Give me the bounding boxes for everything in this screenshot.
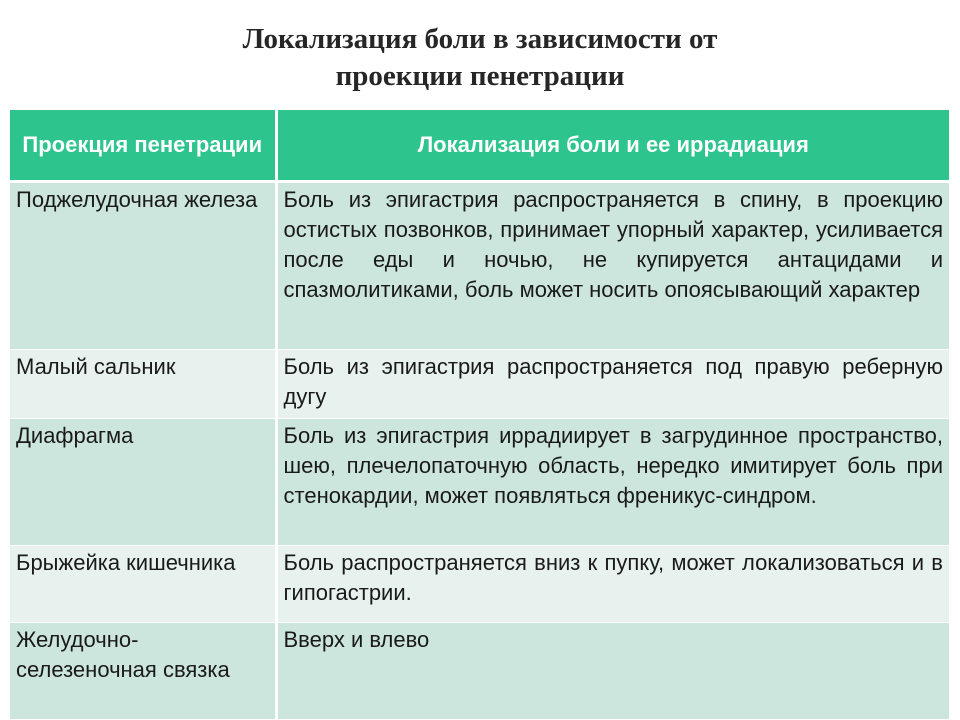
row-localization: Боль из эпигастрия распространяется в спину, в проекцию остистых позвонков, принимает упорный характер, усиливается после еды и ночью, не купируется антацидами и спазмолитиками, боль может носить опоясывающий характер [276, 182, 949, 350]
table-row [10, 623, 949, 720]
header-localization: Локализация боли и ее иррадиация [276, 110, 949, 182]
row-localization: Боль из эпигастрия иррадиирует в загрудинное пространство, шею, плечелопаточную область, нередко имитирует боль при стенокардии, может появляться френикус-синдром. [276, 419, 949, 546]
row-localization: Боль распространяется вниз к пупку, может локализоваться и в гипогастрии. [276, 546, 949, 623]
row-localization: Вверх и влево [276, 623, 949, 720]
row-projection: Диафрагма [10, 419, 276, 546]
table-row [10, 419, 949, 546]
table-row [10, 546, 949, 623]
row-projection: Поджелудочная железа [10, 182, 276, 350]
table-header-row [10, 110, 949, 182]
header-projection: Проекция пенетрации [10, 110, 276, 182]
row-projection: Желудочно-селезеночная связка [10, 623, 276, 720]
slide-title-line-1: Локализация боли в зависимости от [242, 23, 718, 55]
table-row [10, 350, 949, 419]
slide-title [0, 21, 960, 95]
slide-title-line-2: проекции пенетрации [335, 60, 625, 92]
row-projection: Малый сальник [10, 350, 276, 419]
row-localization: Боль из эпигастрия распространяется под правую реберную дугу [276, 350, 949, 419]
pain-localization-table [10, 110, 949, 720]
row-projection: Брыжейка кишечника [10, 546, 276, 623]
table-row [10, 182, 949, 350]
